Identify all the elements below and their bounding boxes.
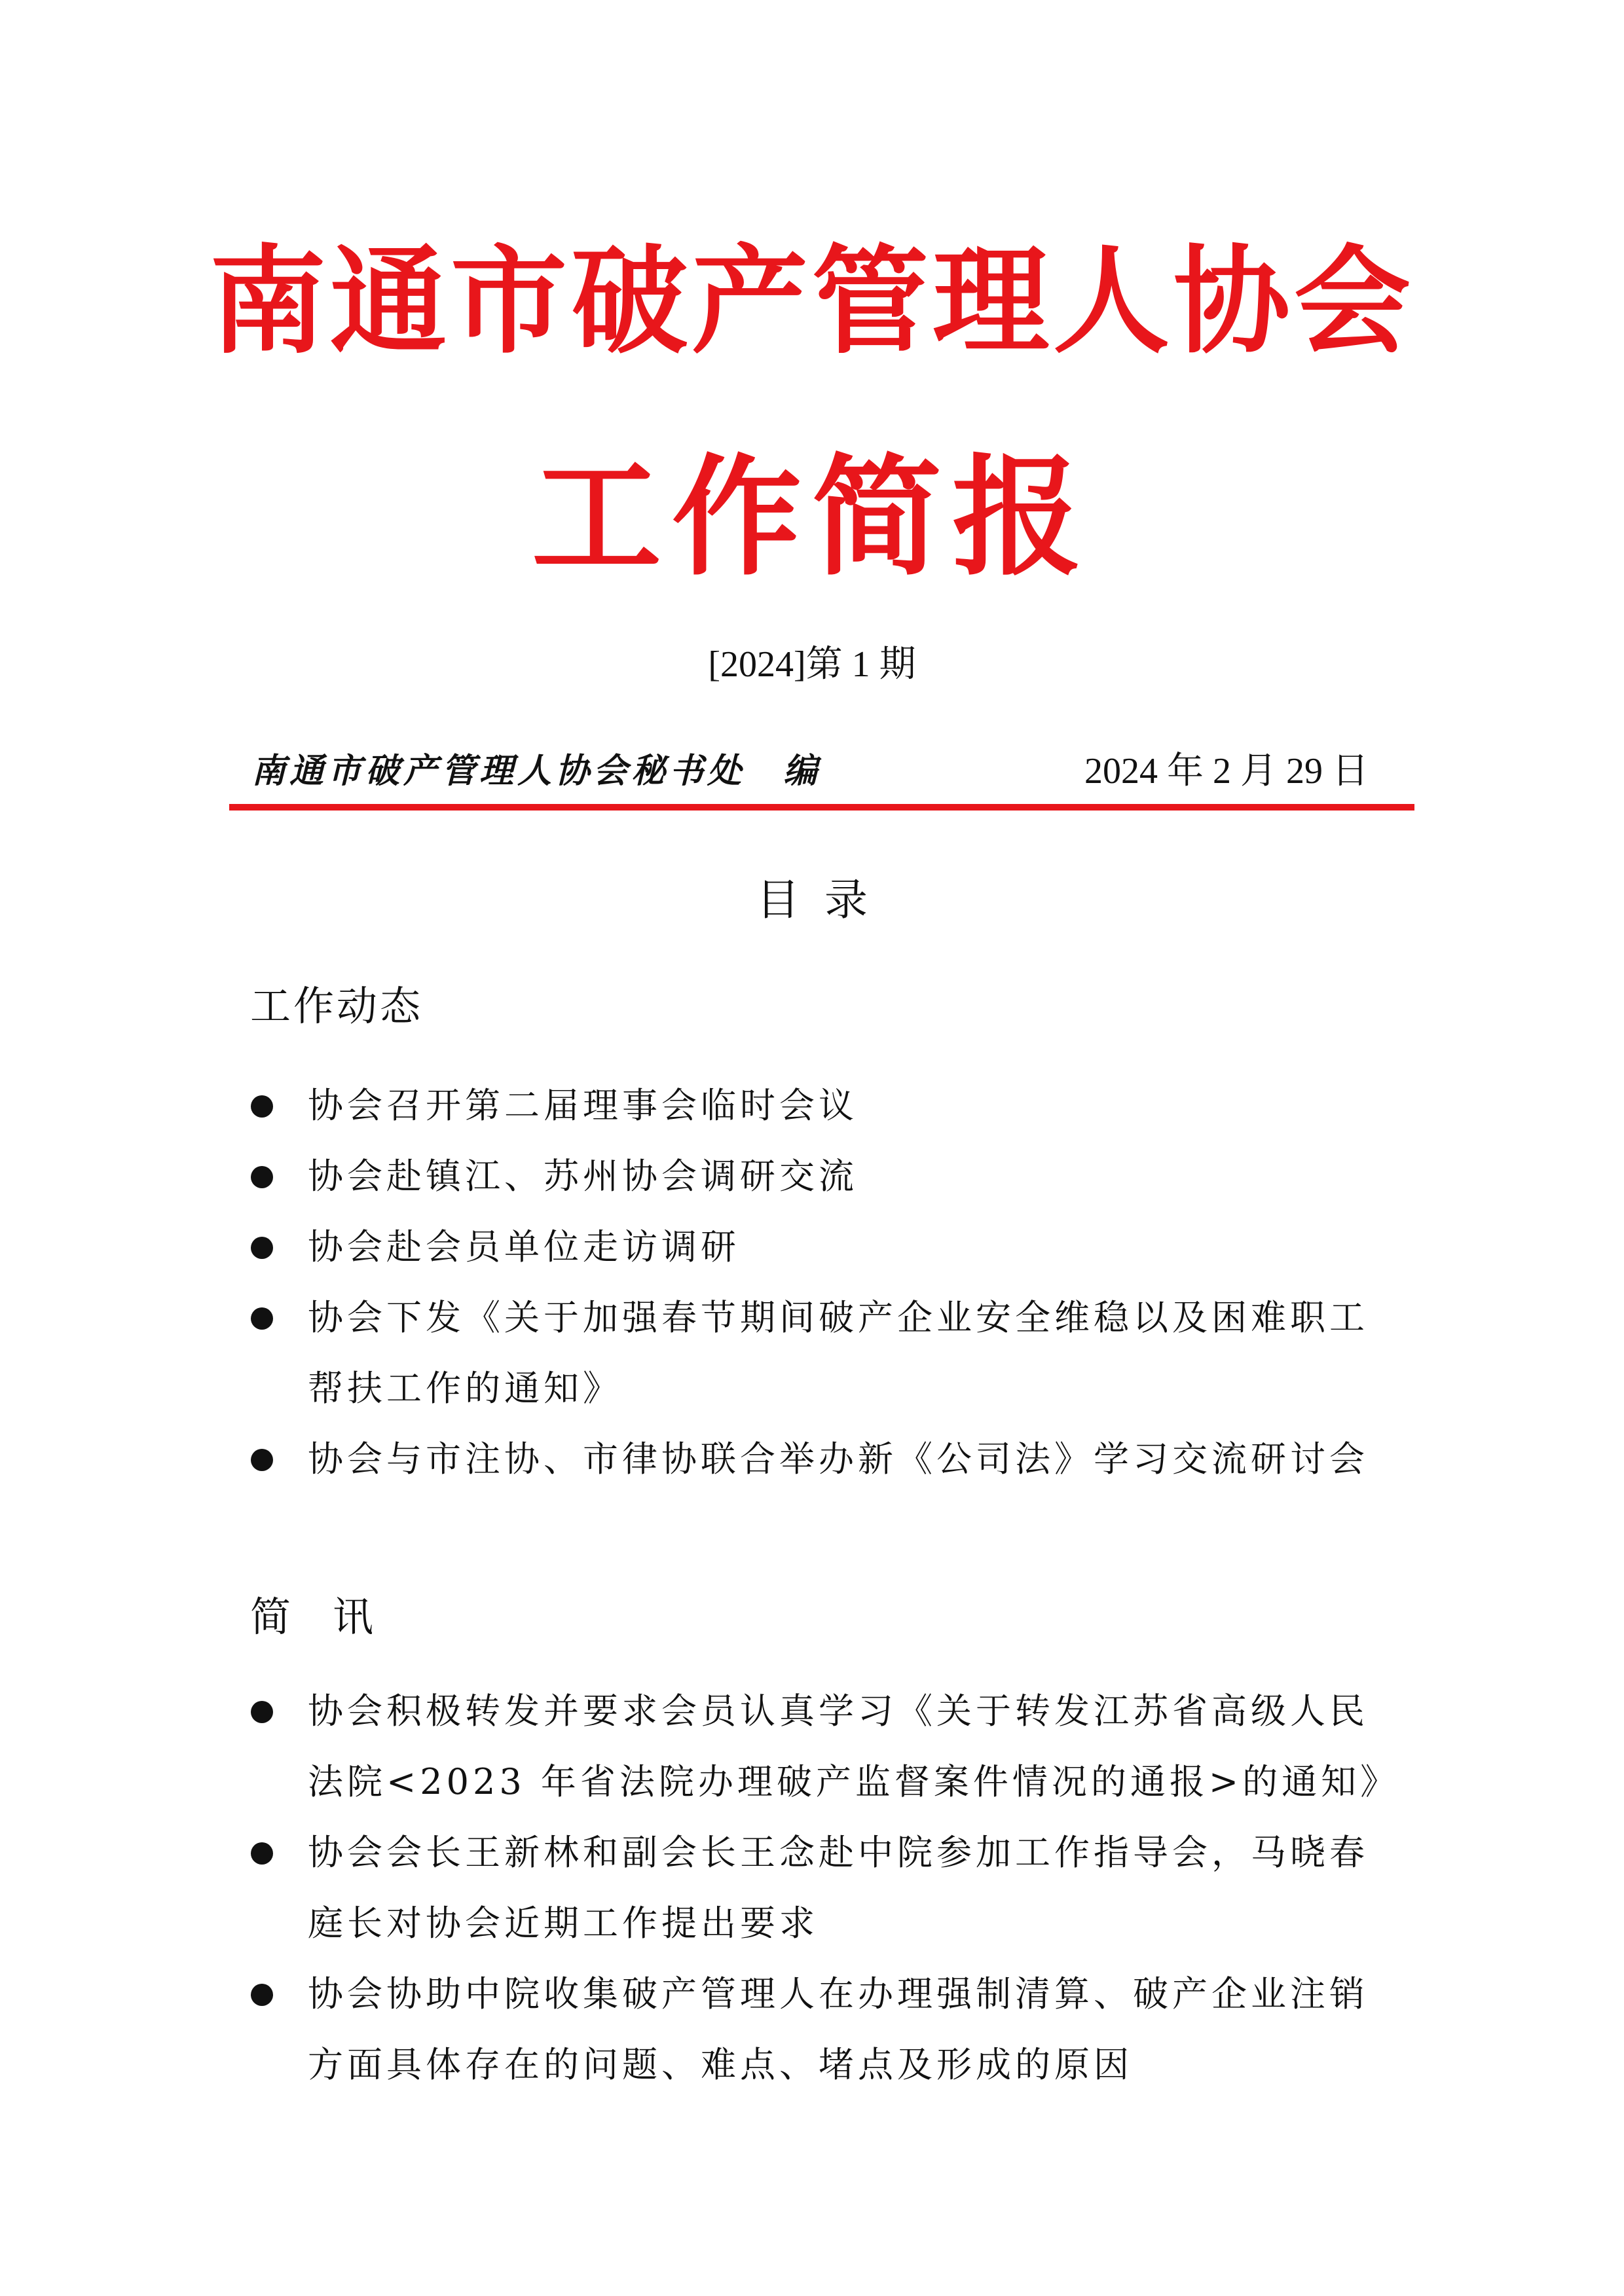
- bullet-icon: [251, 1842, 273, 1865]
- bullet-icon: [251, 1449, 273, 1471]
- list-item-text: 协会赴镇江、苏州协会调研交流: [308, 1156, 858, 1197]
- bullet-icon: [251, 1166, 273, 1188]
- list-item-text: 协会积极转发并要求会员认真学习《关于转发江苏省高级人民法院<2023 年省法院办理破产监督案件情况的通报>的通知》: [308, 1690, 1400, 1802]
- news-briefs-list: [249, 1676, 1400, 2100]
- toc-heading: 目录: [756, 875, 893, 925]
- list-item-text: 协会下发《关于加强春节期间破产企业安全维稳以及困难职工帮扶工作的通知》: [308, 1297, 1369, 1409]
- publish-date: 2024 年 2 月 29 日: [1084, 751, 1369, 792]
- bullet-icon: [251, 1237, 273, 1259]
- briefing-title-line1: 南通市破产管理人协会: [210, 232, 1414, 369]
- list-item-text: 协会协助中院收集破产管理人在办理强制清算、破产企业注销方面具体存在的问题、难点、堵点及形成的原因: [308, 1973, 1369, 2085]
- issue-number: [2024]第 1 期: [708, 644, 916, 685]
- list-item: [249, 1959, 1388, 2100]
- section-heading-news-briefs: 简讯: [250, 1593, 416, 1641]
- work-updates-list: [249, 1070, 1388, 1495]
- list-item-text: 协会与市注协、市律协联合举办新《公司法》学习交流研讨会: [308, 1438, 1369, 1480]
- list-item: [249, 1817, 1388, 1959]
- list-item: [249, 1141, 1388, 1212]
- bullet-icon: [251, 1701, 273, 1723]
- list-item: [249, 1424, 1388, 1495]
- list-item-text: 协会召开第二届理事会临时会议: [308, 1085, 858, 1126]
- list-item: [249, 1676, 1400, 1817]
- list-item-text: 协会会长王新林和副会长王念赴中院参加工作指导会，马晓春庭长对协会近期工作提出要求: [308, 1832, 1369, 1944]
- list-item: [249, 1070, 1388, 1141]
- briefing-title-line2: 工作简报: [532, 441, 1092, 593]
- bullet-icon: [251, 1984, 273, 2006]
- list-item: [249, 1212, 1388, 1283]
- list-item-text: 协会赴会员单位走访调研: [308, 1226, 740, 1267]
- list-item: [249, 1283, 1388, 1424]
- bullet-icon: [251, 1307, 273, 1330]
- section-heading-work-updates: 工作动态: [250, 982, 424, 1030]
- editor-line: 南通市破产管理人协会秘书处 编: [251, 751, 822, 791]
- bullet-icon: [251, 1095, 273, 1118]
- header-divider: [229, 804, 1414, 811]
